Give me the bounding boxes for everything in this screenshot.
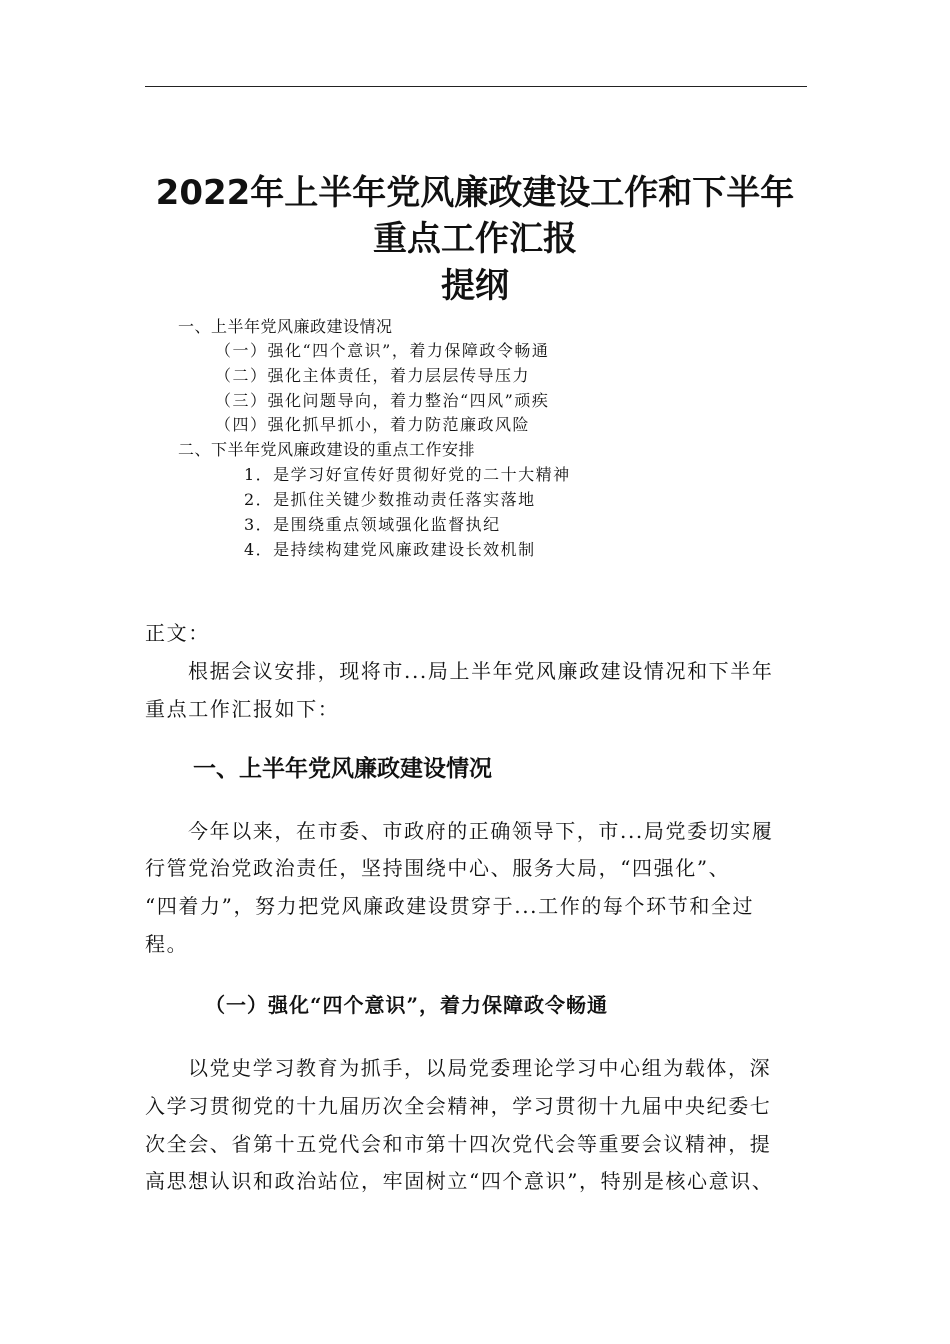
outline-item: 4．是持续构建党风廉政建设长效机制 xyxy=(244,540,536,559)
document-title-line-3: 提纲 xyxy=(441,266,509,306)
document-title-line-1: 2022年上半年党风廉政建设工作和下半年 xyxy=(155,173,795,213)
outline-item: 3．是围绕重点领域强化监督执纪 xyxy=(244,515,501,534)
paragraph-line: 入学习贯彻党的十九届历次全会精神，学习贯彻十九届中央纪委七 xyxy=(145,1094,772,1118)
paragraph-line: 程。 xyxy=(145,932,189,956)
paragraph-line: “四着力”，努力把党风廉政建设贯穿于...工作的每个环节和全过 xyxy=(145,894,755,918)
paragraph-line: 次全会、省第十五党代会和市第十四次党代会等重要会议精神，提 xyxy=(145,1132,772,1156)
outline-item: （二）强化主体责任，着力层层传导压力 xyxy=(215,366,531,385)
intro-line: 重点工作汇报如下： xyxy=(145,697,340,721)
section-heading-1: 一、上半年党风廉政建设情况 xyxy=(193,756,492,782)
intro-line: 根据会议安排，现将市...局上半年党风廉政建设情况和下半年 xyxy=(188,659,774,683)
body-label: 正文： xyxy=(145,621,210,645)
outline-item: 2．是抓住关键少数推动责任落实落地 xyxy=(244,490,536,509)
outline-item: 1．是学习好宣传好贯彻好党的二十大精神 xyxy=(244,465,571,484)
paragraph-line: 高思想认识和政治站位，牢固树立“四个意识”，特别是核心意识、 xyxy=(145,1169,774,1193)
document-title-line-2: 重点工作汇报 xyxy=(373,219,577,259)
subsection-heading-1: （一）强化“四个意识”，着力保障政令畅通 xyxy=(205,993,609,1017)
outline-item: （三）强化问题导向，着力整治“四风”顽疾 xyxy=(215,391,550,410)
outline-section-1: 一、上半年党风廉政建设情况 xyxy=(178,317,393,336)
header-rule xyxy=(145,86,807,87)
outline-item: （四）强化抓早抓小，着力防范廉政风险 xyxy=(215,415,531,434)
paragraph-line: 以党史学习教育为抓手，以局党委理论学习中心组为载体，深 xyxy=(188,1056,772,1080)
outline-section-2: 二、下半年党风廉政建设的重点工作安排 xyxy=(178,440,476,459)
paragraph-line: 行管党治党政治责任，坚持围绕中心、服务大局，“四强化”、 xyxy=(145,856,731,880)
outline-item: （一）强化“四个意识”，着力保障政令畅通 xyxy=(215,341,550,360)
paragraph-line: 今年以来，在市委、市政府的正确领导下，市...局党委切实履 xyxy=(188,819,774,843)
